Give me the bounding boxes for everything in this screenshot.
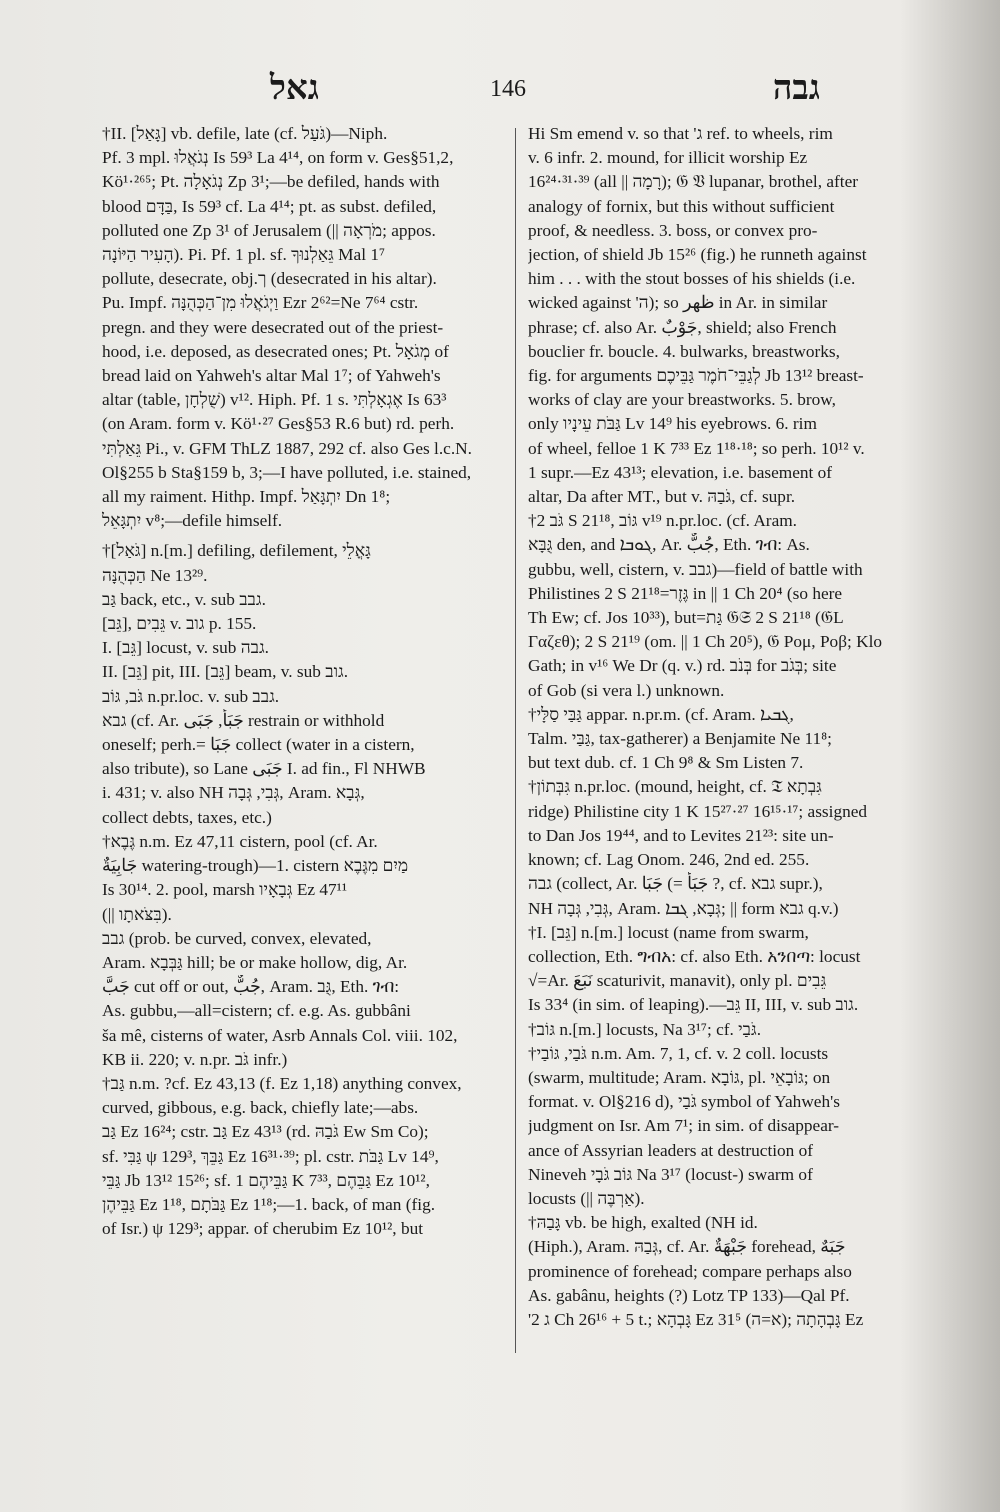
text-line: †גּוֹב n.[m.] locusts, Na 3¹⁷; cf. גֹּבַי.	[528, 1019, 762, 1039]
text-line: collection, Eth. ግብአ: cf. also Eth. አንበጣ: locust	[528, 946, 861, 966]
running-head-left: גאל	[270, 68, 319, 108]
left-column	[102, 122, 507, 1482]
text-line: (|| בִּצֹּאתָו).	[102, 904, 172, 924]
text-line: גבא (cf. Ar. جَبَأَ, جَبَى restrain or withhold	[102, 710, 385, 730]
text-line: As. gabânu, heights (?) Lotz TP 133)—Qal Pf.	[528, 1285, 850, 1305]
column-divider	[515, 128, 516, 1353]
text-line: KB ii. 220; v. n.pr. גֹּב infr.)	[102, 1049, 288, 1069]
text-line: Aram. גַּבְּבָא hill; be or make hollow, dig, Ar.	[102, 952, 408, 972]
text-line: gubbu, well, cistern, v. גבב)—field of battle with	[528, 559, 863, 579]
text-line: Nineveh גּוֹב גֹּבָי Na 3¹⁷ (locust-) swarm of	[528, 1164, 813, 1184]
text-line: only גַּבֹּת עֵינָיו Lv 14⁹ his eyebrows. 6. rim	[528, 414, 817, 434]
text-line: †I. [גֵּב] n.[m.] locust (name from swarm,	[528, 922, 809, 942]
text-line: הַכְּהֻנָּה Ne 13²⁹.	[102, 565, 208, 585]
text-line: (on Aram. form v. Kö¹·²⁷ Ges§53 R.6 but) rd. perh.	[102, 414, 455, 434]
text-line: גבב (prob. be curved, convex, elevated,	[102, 928, 372, 948]
text-line: جَابِيَةٌ watering-trough)—1. cistern מַיִם מִגֶּבֶא	[102, 856, 409, 876]
text-line: ša mê, cisterns of water, Asrb Annals Col. viii. 102,	[102, 1025, 458, 1045]
text-line: prominence of forehead; compare perhaps also	[528, 1261, 852, 1281]
text-line: גֵּאַלְתִּי Pi., v. GFM ThLZ 1887, 292 cf. also Ges l.c.N.	[102, 438, 472, 458]
text-line: גֹּב, גּוֹב n.pr.loc. v. sub גבב.	[102, 686, 280, 706]
text-line: format. v. Ol§216 d), גֹּבַי symbol of Yahweh's	[528, 1092, 840, 1112]
text-line: †גָּבַהּ vb. be high, exalted (NH id.	[528, 1213, 758, 1233]
text-line: of Isr.) ψ 129³; appar. of cherubim Ez 10¹², but	[102, 1219, 424, 1239]
text-line: †גַּב n.m. ?cf. Ez 43,13 (f. Ez 1,18) anything convex,	[102, 1073, 462, 1093]
text-line: יִתְגָּאֵל v⁸;—defile himself.	[102, 511, 283, 531]
text-line: Is 33⁴ (in sim. of leaping).—גֵּב II, III, v. sub גוב.	[528, 995, 859, 1015]
text-line: collect debts, taxes, etc.)	[102, 807, 272, 827]
text-line: 1 supr.—Ez 43¹³; elevation, i.e. basement of	[528, 462, 833, 482]
text-line: Is 30¹⁴. 2. pool, marsh גְּבָאָיו Ez 47¹¹	[102, 880, 348, 900]
text-line: altar (table, שֻׁלְחָן) v¹². Hiph. Pf. 1 s. אֶגְאָלְתִּי Is 63³	[102, 390, 447, 410]
text-line: ridge) Philistine city 1 K 15²⁷·²⁷ 16¹⁵·¹⁷; assigned	[528, 801, 868, 821]
text-line: Gath; in v¹⁶ We Dr (q. v.) rd. בְּנֹב for בְּגֹב; site	[528, 656, 837, 676]
text-line: גַּב back, etc., v. sub גבב.	[102, 589, 266, 609]
text-line: (swarm, multitude; Aram. גּוֹבָא, pl. גּוֹבָאֵי; on	[528, 1067, 831, 1087]
text-line: I. [גֵּב] locust, v. sub גבה.	[102, 638, 269, 658]
text-line: גבה (collect, Ar. جَبَا (= جَبَأَ ?, cf. גבא supr.),	[528, 874, 823, 894]
page-header	[80, 68, 940, 124]
text-line: As. gubbu,—all=cistern; cf. e.g. As. gubbâni	[102, 1001, 411, 1021]
running-head-right: גבה	[772, 68, 820, 108]
text-line: Pu. Impf. וַיְגֹאֲלוּ מִן־הַכְּהֻנָּה Ezr 2⁶²=Ne 7⁶⁴ cstr.	[102, 293, 419, 313]
text-line: v. 6 infr. 2. mound, for illicit worship Ez	[528, 148, 808, 168]
text-line: him . . . with the stout bosses of his shields (i.e.	[528, 269, 856, 289]
text-line: 16²⁴·³¹·³⁹ (all || רָמָה); 𝔊 𝔙 lupanar, brothel, after	[528, 172, 859, 192]
text-line: fig. for arguments לְגַבֵּי־חֹמֶר גַּבֵּיכֶם Jb 13¹² breast-	[528, 366, 864, 386]
text-line: altar, Da after MT., but v. גֹּבַהּ, cf. supr.	[528, 487, 796, 507]
text-line: Th Ew; cf. Jos 10³³), but=גַּת 𝔊𝔖 2 S 21¹⁸ (𝔊L	[528, 608, 844, 628]
text-line: also tribute), so Lane جَبَى I. ad fin., Fl NHWB	[102, 759, 426, 779]
text-line: גַּבֵּיהֶן Ez 1¹⁸, גַּבֹּתָם Ez 1¹⁸;—1. back, of man (fig.	[102, 1194, 436, 1214]
text-line: locusts (|| אַרְבֶּה).	[528, 1188, 645, 1208]
text-line: bread laid on Yahweh's altar Mal 1⁷; of Yahweh's	[102, 366, 441, 386]
text-line: Pf. 3 mpl. נְגֹאֲלוּ Is 59³ La 4¹⁴, on form v. Ges§51,2,	[102, 148, 454, 168]
text-line: works of clay are your breastworks. 5. brow,	[528, 390, 836, 410]
right-column	[528, 122, 936, 1482]
text-line: †גֹּבַי, גּוֹבַי n.m. Am. 7, 1, cf. v. 2 coll. locusts	[528, 1043, 829, 1063]
text-line: Philistines 2 S 21¹⁸=גֶּזֶר in || 1 Ch 20⁴ (so here	[528, 583, 843, 603]
text-line: גֻּבָּא den, and ܓܘܒܐ, Ar. جُبٌّ, Eth. ገብ: As.	[528, 535, 810, 555]
text-line: sf. גַּבִּי ψ 129³, גַּבֵּךְ Ez 16³¹·³⁹; pl. cstr. גַּבֹּת Lv 14⁹,	[102, 1146, 439, 1166]
text-line: جَبَّ cut off or out, جُبٌّ, Aram. גֻּב, Eth. ገብ:	[102, 977, 400, 997]
text-line: blood בַּדָּם, Is 59³ cf. La 4¹⁴; pt. as subst. defiled,	[102, 196, 437, 216]
text-line: to Dan Jos 19⁴⁴, and to Levites 21²³: site un-	[528, 825, 834, 845]
text-line: curved, gibbous, e.g. back, chiefly late;—abs.	[102, 1098, 419, 1118]
text-line: הָעִיר הַיּוֹנָה). Pi. Pf. 1 pl. sf. גֵּאַלְנוּךָ Mal 1⁷	[102, 245, 385, 265]
text-line: NH גְּבִי, גְּבָה, Aram. גְּבָא, ܓܒܐ; || form גבא q.v.)	[528, 898, 839, 918]
text-line: all my raiment. Hithp. Impf. יִתְגָּאַל Dn 1⁸;	[102, 487, 391, 507]
text-line: II. [גֵּב] pit, III. [גֵּב] beam, v. sub גוב.	[102, 662, 349, 682]
text-line: √=Ar. نَبَعَ scaturivit, manavit), only pl. גֵּבִים	[528, 971, 827, 991]
text-line: jection, of shield Jb 15²⁶ (fig.) he runneth against	[528, 245, 867, 265]
text-line: i. 431; v. also NH גְּבִי, גְּבָה, Aram. גְּבָא,	[102, 783, 365, 803]
text-line: oneself; perh.= جَبَا collect (water in a cistern,	[102, 735, 415, 755]
text-line: †[גֹּאַל] n.[m.] defiling, defilement, גָּאֳלֵי	[102, 541, 371, 561]
text-line: phrase; cf. also Ar. جَوْبٌ, shield; also French	[528, 317, 837, 337]
text-line: of Gob (si vera l.) unknown.	[528, 680, 725, 700]
text-line: of wheel, felloe 1 K 7³³ Ez 1¹⁸·¹⁸; so perh. 10¹² v.	[528, 438, 865, 458]
text-line: pregn. and they were desecrated out of the priest-	[102, 317, 444, 337]
text-line: 'ג 2 Ch 26¹⁶ + 5 t.; גָּבְהָא Ez 31⁵ (א=ה); גָּבְהָתָה Ez	[528, 1309, 864, 1329]
text-line: †גִּבְּתוֹן n.pr.loc. (mound, height, cf. 𝔗 גִּבְתָא	[528, 777, 822, 797]
text-line: proof, & needless. 3. boss, or convex pro-	[528, 220, 818, 240]
text-line: wicked against 'ה); so ظهر in Ar. in similar	[528, 293, 828, 313]
text-line: †גֶּבֶא n.m. Ez 47,11 cistern, pool (cf. Ar.	[102, 831, 378, 851]
text-line: †II. [גָּאַל] vb. defile, late (cf. גֹּעַל)—Niph.	[102, 124, 388, 143]
text-line: גַּבֵּי Jb 13¹² 15²⁶; sf. גַּבֵּיהֶם 1 K 7³³, גַּבֵּהֶם Ez 10¹²,	[102, 1170, 430, 1190]
text-line: hood, i.e. deposed, as desecrated ones; Pt. מְגֹאָל of	[102, 341, 449, 361]
text-line: †גַּבַּי סַלָּי appar. n.pr.m. (cf. Aram. ܓܒܝܐ,	[528, 704, 794, 724]
text-line: analogy of fornix, but this without sufficient	[528, 196, 835, 216]
text-line: known; cf. Lag Onom. 246, 2nd ed. 255.	[528, 850, 810, 870]
text-line: judgment on Isr. Am 7¹; in sim. of disappear-	[528, 1116, 840, 1136]
text-line: Γαζεθ); 2 S 21¹⁹ (om. || 1 Ch 20⁵), 𝔊 Ρομ, Ροβ; Klo	[528, 632, 883, 652]
text-line: polluted one Zp 3¹ of Jerusalem (|| מֹרְאָה; appos.	[102, 220, 436, 240]
text-line: (Hiph.), Aram. גְּבַהּ, cf. Ar. جَبْهَةٌ forehead, جَبَهٌ	[528, 1237, 846, 1257]
text-line: †גֹּב 2 S 21¹⁸, גּוֹב v¹⁹ n.pr.loc. (cf. Aram.	[528, 511, 797, 531]
text-line: Kö¹·²⁶⁵; Pt. נְגֹאָלָה Zp 3¹;—be defiled, hands with	[102, 172, 440, 192]
text-line: bouclier fr. boucle. 4. bulwarks, breastworks,	[528, 341, 840, 361]
text-line: גַּב Ez 16²⁴; cstr. גַּב Ez 43¹³ (rd. גֹּבַהּ Ew Sm Co);	[102, 1122, 429, 1142]
text-line: [גֵּב], גֵּבִים v. גוב p. 155.	[102, 614, 257, 634]
text-line: but text dub. cf. 1 Ch 9⁸ & Sm Listen 7.	[528, 753, 804, 773]
page-number: 146	[490, 76, 526, 102]
text-line: ance of Assyrian leaders at destruction of	[528, 1140, 814, 1160]
text-line: Ol§255 b Sta§159 b, 3;—I have polluted, i.e. stained,	[102, 462, 472, 482]
text-line: pollute, desecrate, obj.ך (desecrated in his altar).	[102, 269, 437, 289]
text-line: Talm. גַּבַּי, tax-gatherer) a Benjamite Ne 11⁸;	[528, 729, 832, 749]
text-line: Hi Sm emend v. so that 'ג ref. to wheels, rim	[528, 124, 833, 143]
